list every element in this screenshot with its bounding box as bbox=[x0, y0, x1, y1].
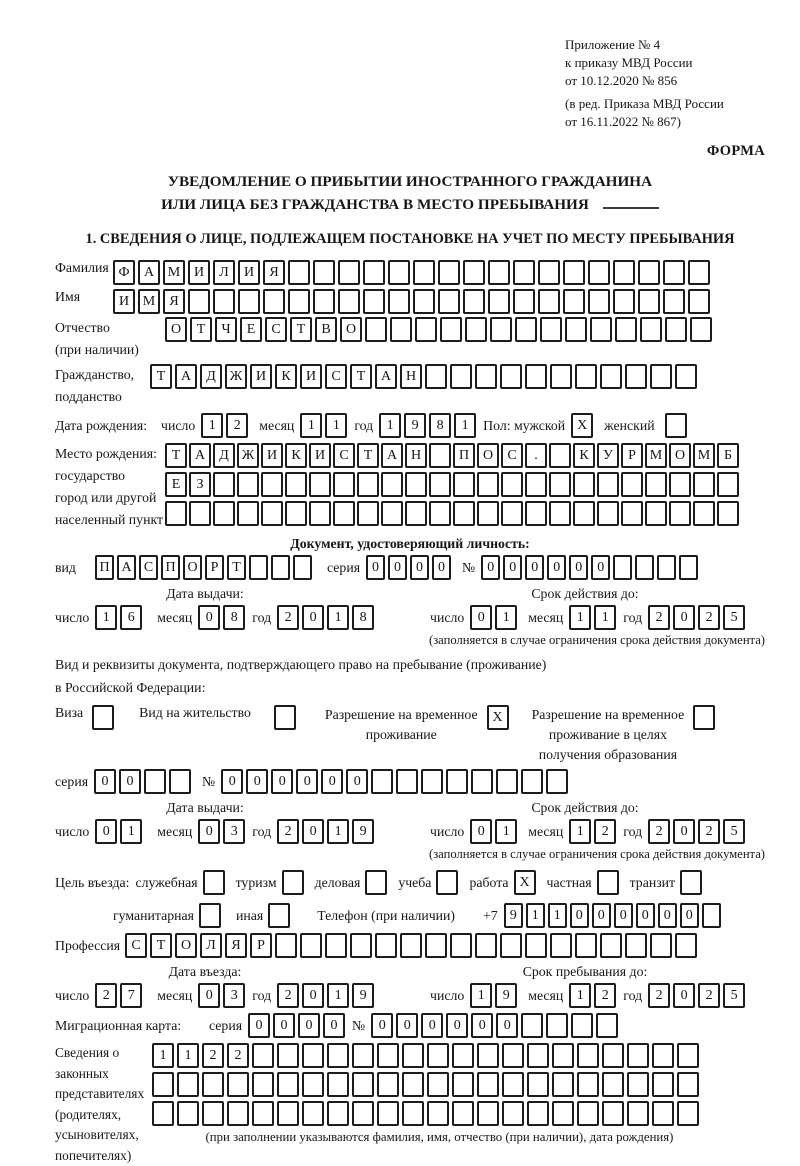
month-label: месяц bbox=[528, 609, 564, 625]
visa-checkbox[interactable] bbox=[92, 705, 117, 730]
id-issue-day-input[interactable]: 1 6 bbox=[95, 605, 145, 630]
doc-number-input[interactable]: 0 0 0 0 0 0 bbox=[481, 555, 701, 580]
id-valid-day-input[interactable]: 0 1 bbox=[470, 605, 520, 630]
res-issue-year-input[interactable]: 2 0 1 9 bbox=[277, 819, 377, 844]
month-label: месяц bbox=[528, 987, 564, 1003]
citizenship-label: Гражданство, подданство bbox=[55, 367, 135, 404]
temp-residence-edu-checkbox[interactable] bbox=[693, 705, 718, 730]
appendix-line: Приложение № 4 bbox=[565, 37, 661, 52]
surname-label: Фамилия bbox=[55, 260, 109, 275]
id-valid-month-input[interactable]: 1 1 bbox=[569, 605, 619, 630]
day-label: число bbox=[430, 823, 465, 839]
year-label: год bbox=[623, 609, 643, 625]
day-label: число bbox=[55, 823, 90, 839]
series-label: серия bbox=[327, 559, 361, 575]
appendix-block bbox=[565, 36, 765, 131]
identity-doc-dates bbox=[55, 586, 765, 630]
sex-female-checkbox[interactable] bbox=[665, 413, 690, 438]
res-valid-month-input[interactable]: 1 2 bbox=[569, 819, 619, 844]
patronymic-input[interactable]: О Т Ч Е С Т В О bbox=[165, 317, 715, 342]
residence-doc-line1: Вид и реквизиты документа, подтверждающего право на пребывание (проживание) bbox=[55, 657, 547, 672]
legal-rep-label: Сведения о законных представителях (родителях, усыновителях, попечителях) bbox=[55, 1045, 145, 1163]
legal-rep-row1-input[interactable]: 1 1 2 2 bbox=[152, 1043, 727, 1068]
doc-series-input[interactable]: 0 0 0 0 bbox=[366, 555, 454, 580]
id-issue-year-input[interactable]: 2 0 1 8 bbox=[277, 605, 377, 630]
appendix-line: к приказу МВД России bbox=[565, 55, 693, 70]
form-title-line2: ИЛИ ЛИЦА БЕЗ ГРАЖДАНСТВА В МЕСТО ПРЕБЫВАНИЯ bbox=[161, 196, 589, 213]
month-label: месяц bbox=[157, 609, 193, 625]
purpose-transit-label: транзит bbox=[629, 874, 676, 890]
stay-year-input[interactable]: 2 0 2 5 bbox=[648, 983, 748, 1008]
purpose-study-label: учеба bbox=[398, 874, 432, 890]
phone-input[interactable]: 9 1 1 0 0 0 0 0 0 bbox=[504, 903, 724, 928]
birth-month-input[interactable]: 1 1 bbox=[300, 413, 350, 438]
month-label: месяц bbox=[157, 823, 193, 839]
purpose-work-label: работа bbox=[469, 874, 509, 890]
year-label: год bbox=[623, 987, 643, 1003]
sex-male-label: Пол: мужской bbox=[483, 417, 566, 433]
residence-permit-label: Вид на жительство bbox=[139, 705, 251, 720]
birth-place-label: Место рождения: государство город или другой населенный пункт bbox=[55, 446, 164, 527]
legal-rep-section bbox=[55, 1043, 765, 1166]
appendix-note-line: от 16.11.2022 № 867) bbox=[565, 114, 682, 129]
form-title-line1: УВЕДОМЛЕНИЕ О ПРИБЫТИИ ИНОСТРАННОГО ГРАЖДАНИНА bbox=[167, 173, 653, 190]
doc-type-input[interactable]: П А С П О Р Т bbox=[95, 555, 315, 580]
purpose-private-label: частная bbox=[546, 874, 592, 890]
res-number-input[interactable]: 0 0 0 0 0 0 bbox=[221, 769, 571, 794]
identity-doc-heading: Документ, удостоверяющий личность: bbox=[290, 536, 530, 551]
residence-doc-dates bbox=[55, 800, 765, 844]
section1-heading: 1. СВЕДЕНИЯ О ЛИЦЕ, ПОДЛЕЖАЩЕМ ПОСТАНОВКЕ НА УЧЕТ ПО МЕСТУ ПРЕБЫВАНИЯ bbox=[85, 231, 735, 247]
entry-purpose-label: Цель въезда: bbox=[55, 874, 130, 890]
forma-label: ФОРМА bbox=[706, 143, 765, 159]
valid-note: (заполняется в случае ограничения срока действия документа) bbox=[429, 633, 765, 647]
day-label: число bbox=[430, 987, 465, 1003]
issue-date-label: Дата выдачи: bbox=[166, 586, 244, 601]
id-issue-month-input[interactable]: 0 8 bbox=[198, 605, 248, 630]
day-label: число bbox=[55, 609, 90, 625]
res-valid-year-input[interactable]: 2 0 2 5 bbox=[648, 819, 748, 844]
sex-male-checkbox[interactable]: X bbox=[571, 413, 596, 438]
temp-residence-label: Разрешение на временное проживание bbox=[324, 707, 478, 742]
purpose-business-label: деловая bbox=[314, 874, 361, 890]
sex-female-label: женский bbox=[604, 417, 655, 433]
visa-label: Виза bbox=[55, 705, 84, 720]
patronymic-label: Отчество (при наличии) bbox=[55, 320, 139, 357]
valid-until-label: Срок действия до: bbox=[531, 800, 639, 815]
purpose-private-checkbox[interactable] bbox=[597, 870, 622, 895]
series-label: серия bbox=[209, 1017, 243, 1033]
birth-place-row1-input[interactable]: Т А Д Ж И К И С Т А Н П О С . К У Р М О М Б bbox=[165, 443, 741, 468]
month-label: месяц bbox=[528, 823, 564, 839]
appendix-line: от 10.12.2020 № 856 bbox=[565, 73, 678, 88]
profession-input[interactable]: С Т О Л Я Р bbox=[125, 933, 700, 958]
res-issue-day-input[interactable]: 0 1 bbox=[95, 819, 145, 844]
purpose-other-checkbox[interactable] bbox=[268, 903, 293, 928]
mig-number-input[interactable]: 0 0 0 0 0 0 bbox=[371, 1013, 621, 1038]
day-label: число bbox=[55, 987, 90, 1003]
entry-year-input[interactable]: 2 0 1 9 bbox=[277, 983, 377, 1008]
valid-until-label: Срок действия до: bbox=[531, 586, 639, 601]
number-label: № bbox=[352, 1017, 366, 1033]
name-label: Имя bbox=[55, 289, 81, 304]
birth-year-input[interactable]: 1 9 8 1 bbox=[379, 413, 479, 438]
citizenship-input[interactable]: Т А Д Ж И К И С Т А Н bbox=[150, 364, 700, 389]
phone-label: Телефон (при наличии) bbox=[317, 907, 456, 923]
purpose-study-checkbox[interactable] bbox=[436, 870, 461, 895]
purpose-other-label: иная bbox=[235, 907, 264, 923]
residence-doc-line2: в Российской Федерации: bbox=[55, 680, 206, 695]
birth-place-row2-input[interactable]: Е З bbox=[165, 472, 741, 497]
series-label: серия bbox=[55, 773, 89, 789]
surname-input[interactable]: Ф А М И Л И Я bbox=[113, 260, 713, 285]
birth-day-input[interactable]: 1 2 bbox=[201, 413, 251, 438]
temp-residence-edu-label: Разрешение на временное проживание в целях получения образования bbox=[531, 707, 685, 762]
day-label: число bbox=[430, 609, 465, 625]
purpose-humanitarian-checkbox[interactable] bbox=[199, 903, 224, 928]
purpose-humanitarian-label: гуманитарная bbox=[113, 907, 194, 923]
birth-date-label: Дата рождения: bbox=[55, 417, 148, 433]
stay-until-label: Срок пребывания до: bbox=[522, 964, 648, 979]
entry-month-input[interactable]: 0 3 bbox=[198, 983, 248, 1008]
year-label: год bbox=[354, 417, 374, 433]
residence-doc-options bbox=[55, 705, 765, 765]
number-label: № bbox=[202, 773, 216, 789]
birth-place-row3-input[interactable] bbox=[165, 501, 741, 526]
mig-series-input[interactable]: 0 0 0 0 bbox=[248, 1013, 348, 1038]
entry-date-label: Дата въезда: bbox=[168, 964, 242, 979]
purpose-work-checkbox[interactable]: X bbox=[514, 870, 539, 895]
purpose-business-checkbox[interactable] bbox=[365, 870, 390, 895]
profession-label: Профессия bbox=[55, 937, 121, 953]
title-blank-line bbox=[603, 207, 659, 209]
valid-note: (заполняется в случае ограничения срока действия документа) bbox=[429, 847, 765, 861]
number-label: № bbox=[462, 559, 476, 575]
year-label: год bbox=[252, 609, 272, 625]
name-input[interactable]: И М Я bbox=[113, 289, 713, 314]
purpose-official-label: служебная bbox=[135, 874, 198, 890]
id-valid-year-input[interactable]: 2 0 2 5 bbox=[648, 605, 748, 630]
purpose-official-checkbox[interactable] bbox=[203, 870, 228, 895]
stay-month-input[interactable]: 1 2 bbox=[569, 983, 619, 1008]
temp-residence-checkbox[interactable]: X bbox=[487, 705, 512, 730]
entry-purpose-row bbox=[55, 870, 765, 895]
migration-card-label: Миграционная карта: bbox=[55, 1017, 182, 1033]
form-title bbox=[55, 170, 765, 216]
res-valid-day-input[interactable]: 0 1 bbox=[470, 819, 520, 844]
month-label: месяц bbox=[157, 987, 193, 1003]
legal-rep-row3-input[interactable] bbox=[152, 1101, 727, 1126]
stay-day-input[interactable]: 1 9 bbox=[470, 983, 520, 1008]
phone-prefix-label: +7 bbox=[483, 907, 498, 923]
year-label: год bbox=[623, 823, 643, 839]
purpose-tourism-label: туризм bbox=[235, 874, 277, 890]
purpose-tourism-checkbox[interactable] bbox=[282, 870, 307, 895]
res-issue-month-input[interactable]: 0 3 bbox=[198, 819, 248, 844]
year-label: год bbox=[252, 823, 272, 839]
purpose-transit-checkbox[interactable] bbox=[680, 870, 705, 895]
month-label: месяц bbox=[259, 417, 295, 433]
legal-rep-note: (при заполнении указываются фамилия, имя, отчество (при наличии), дата рождения) bbox=[205, 1130, 674, 1144]
res-series-input[interactable]: 0 0 bbox=[94, 769, 194, 794]
legal-rep-row2-input[interactable] bbox=[152, 1072, 727, 1097]
appendix-note-line: (в ред. Приказа МВД России bbox=[565, 96, 724, 111]
entry-day-input[interactable]: 2 7 bbox=[95, 983, 145, 1008]
year-label: год bbox=[252, 987, 272, 1003]
entry-dates bbox=[55, 964, 765, 1008]
doc-type-label: вид bbox=[55, 559, 76, 575]
residence-permit-checkbox[interactable] bbox=[274, 705, 299, 730]
day-label: число bbox=[161, 417, 196, 433]
issue-date-label: Дата выдачи: bbox=[166, 800, 244, 815]
